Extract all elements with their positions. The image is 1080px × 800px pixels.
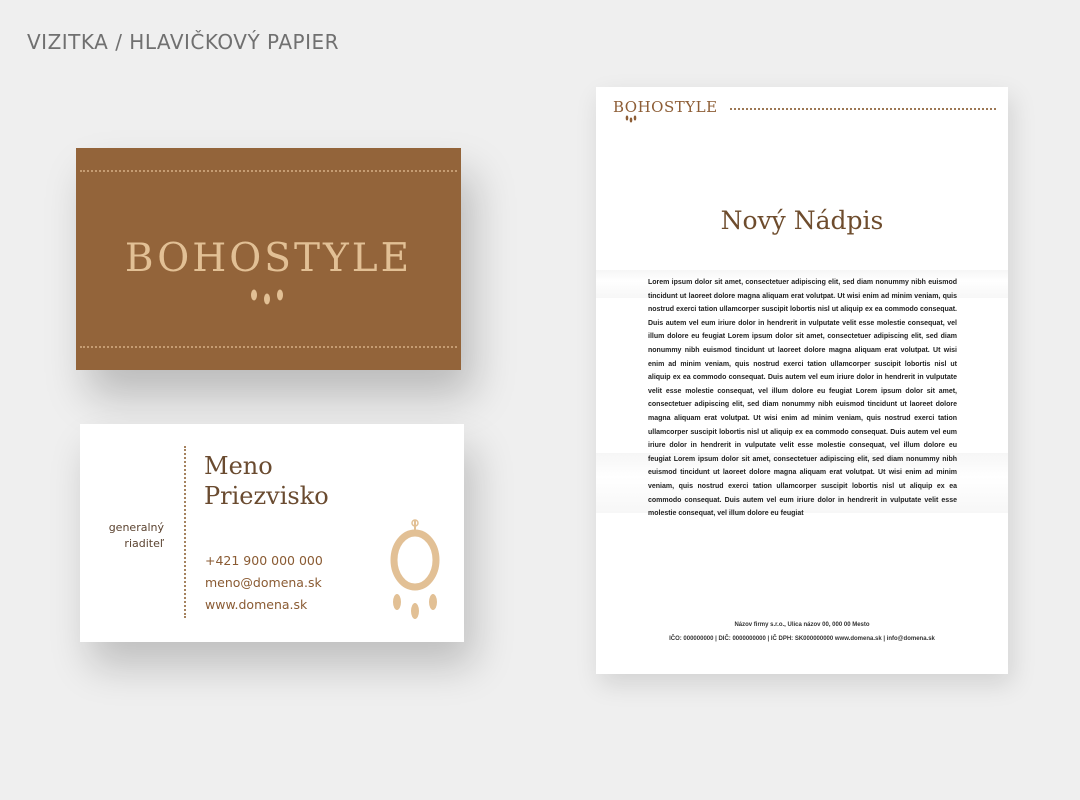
letterhead-logo: BOHOSTYLE xyxy=(613,98,718,116)
business-card-front xyxy=(76,148,461,370)
job-title xyxy=(44,520,164,552)
job-title-line: generalný xyxy=(108,521,164,534)
dotted-divider xyxy=(80,346,457,348)
brand-logo: BOHOSTYLE xyxy=(124,236,413,281)
person-name xyxy=(204,451,404,511)
dotted-divider xyxy=(80,170,457,172)
letterhead-paper xyxy=(596,87,1008,674)
company-ids: IČO: 000000000 | DIČ: 0000000000 | IČ DPH: SK000000000 www.domena.sk | info@domena.sk xyxy=(669,636,935,642)
first-name: Meno xyxy=(204,452,273,480)
page-heading: VIZITKA / HLAVIČKOVÝ PAPIER xyxy=(27,30,340,54)
dreamcatcher-icon xyxy=(385,518,445,628)
website-url: www.domena.sk xyxy=(205,597,308,612)
email-address: meno@domena.sk xyxy=(205,575,322,590)
feathers-icon xyxy=(241,286,293,310)
last-name: Priezvisko xyxy=(204,482,329,510)
phone-number: +421 900 000 000 xyxy=(205,553,323,568)
dotted-divider xyxy=(730,108,996,110)
letterhead-title: Nový Nádpis xyxy=(720,206,884,235)
feathers-icon xyxy=(624,114,638,124)
job-title-line: riaditeľ xyxy=(124,537,164,550)
business-card-back xyxy=(80,424,464,642)
letterhead-body-text: Lorem ipsum dolor sit amet, consectetuer adipiscing elit, sed diam nonummy nibh euismod tincidunt ut laoreet dolore magna aliquam erat volutpat. Ut wisi enim ad minim veniam, quis nostrud exerci tation ullamcorper suscipit lobortis nisl ut aliquip ex ea commodo consequat. Duis autem vel eum iriure dolor in hendrerit in vulputate velit esse molestie consequat, vel illum dolore eu feugiat Lorem ipsum dolor sit amet, consectetuer adipiscing elit, sed diam nonummy nibh euismod tincidunt ut laoreet dolore magna aliquam erat volutpat. Ut wisi enim ad minim veniam, quis nostrud exerci tation ullamcorper suscipit lobortis nisl ut aliquip ex ea commodo consequat. Duis autem vel eum iriure dolor in hendrerit in vulputate velit esse molestie consequat, vel illum dolore eu feugiat Lorem ipsum dolor sit amet, consectetuer adipiscing elit, sed diam nonummy nibh euismod tincidunt ut laoreet dolore magna aliquam erat volutpat. Ut wisi enim ad minim veniam, quis nostrud exerci tation ullamcorper suscipit lobortis nisl ut aliquip ex ea commodo consequat. Duis autem vel eum iriure dolor in hendrerit in vulputate velit esse molestie consequat, vel illum dolore eu feugiat Lorem ipsum dolor sit amet, consectetuer adipiscing elit, sed diam nonummy nibh euismod tincidunt ut laoreet dolore magna aliquam erat volutpat. Ut wisi enim ad minim veniam, quis nostrud exerci tation ullamcorper suscipit lobortis nisl ut aliquip ex ea commodo consequat. Duis autem vel eum iriure dolor in hendrerit in vulputate velit esse molestie consequat, vel illum dolore eu feugiat xyxy=(648,279,957,518)
company-address: Názov firmy s.r.o., Ulica názov 00, 000 00 Mesto xyxy=(734,622,870,628)
dotted-divider xyxy=(184,446,186,618)
